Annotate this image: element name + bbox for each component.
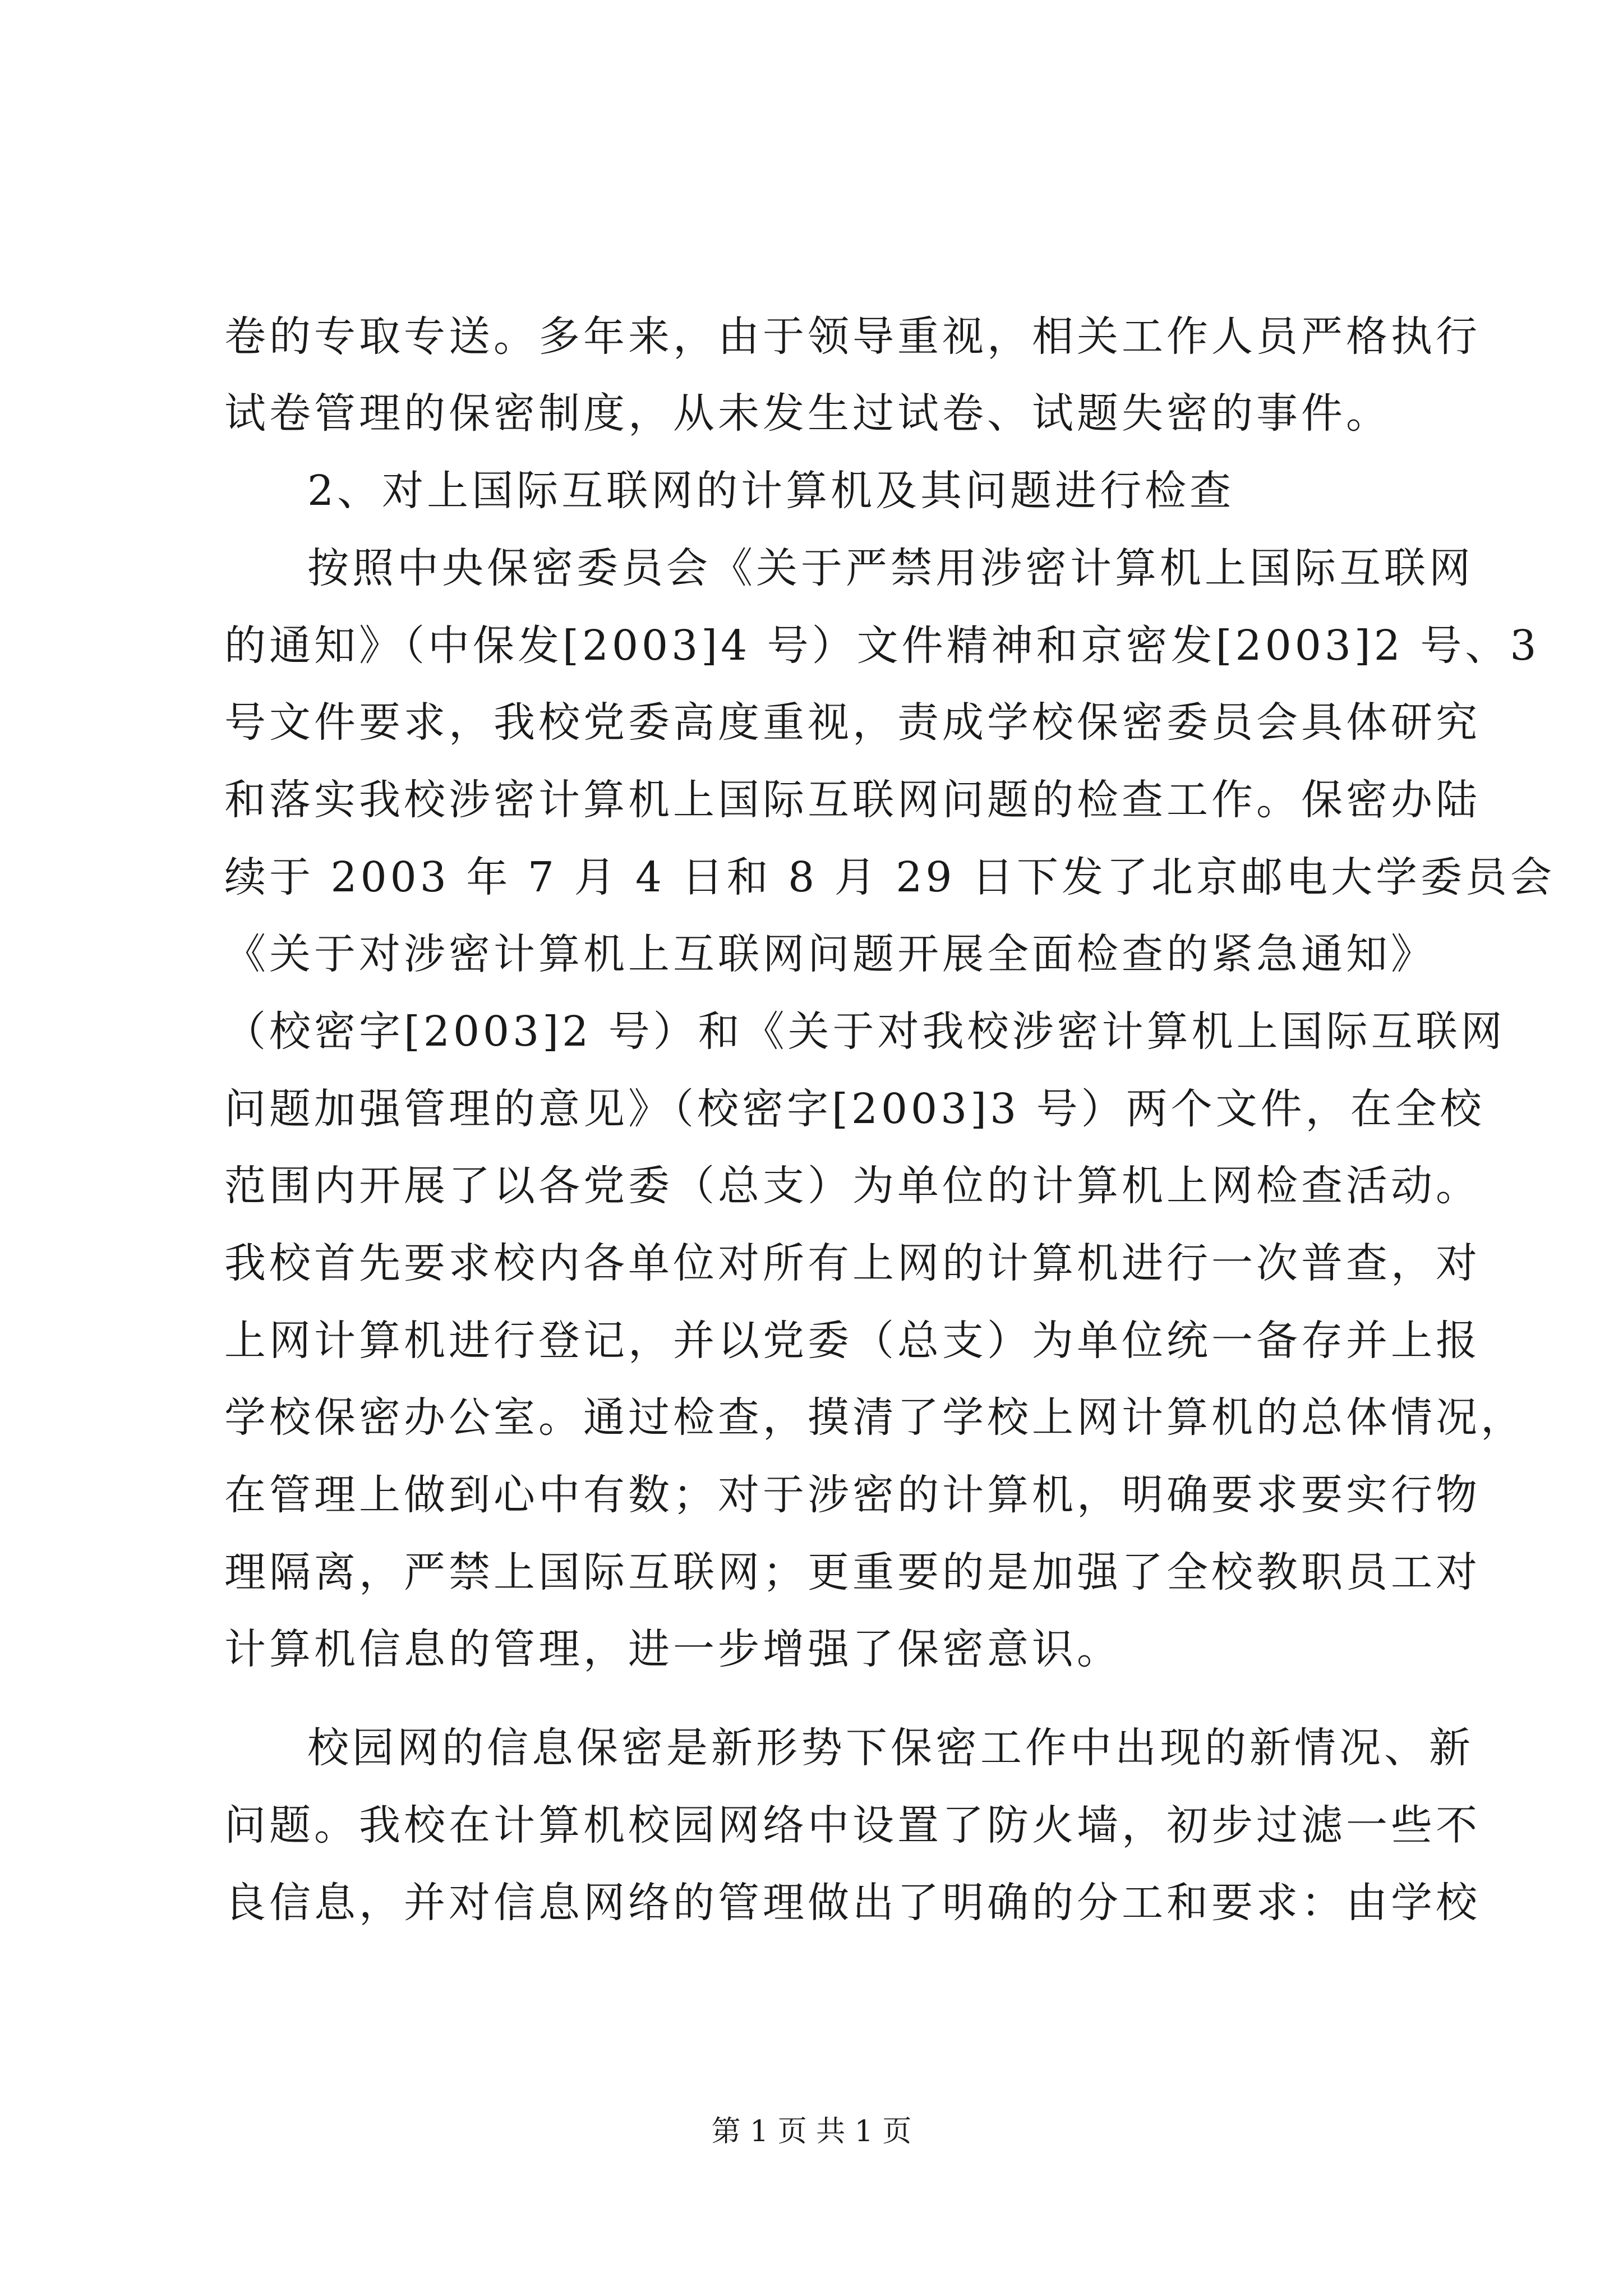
text-line-21: 良信息，并对信息网络的管理做出了明确的分工和要求：由学校 — [224, 1879, 1481, 1927]
text-line-14: 上网计算机进行登记，并以党委（总支）为单位统一备存并上报 — [224, 1317, 1481, 1365]
text-line-11: 问题加强管理的意见》（校密字[2003]3 号）两个文件，在全校 — [224, 1085, 1485, 1133]
text-line-1: 卷的专取专送。多年来，由于领导重视，相关工作人员严格执行 — [224, 312, 1481, 361]
text-line-13: 我校首先要求校内各单位对所有上网的计算机进行一次普查，对 — [224, 1239, 1481, 1287]
text-line-19: 校园网的信息保密是新形势下保密工作中出现的新情况、新 — [307, 1724, 1474, 1772]
text-line-12: 范围内开展了以各党委（总支）为单位的计算机上网检查活动。 — [224, 1162, 1481, 1210]
text-line-8: 续于 2003 年 7 月 4 日和 8 月 29 日下发了北京邮电大学委员会 — [224, 853, 1555, 901]
text-line-18: 计算机信息的管理，进一步增强了保密意识。 — [224, 1625, 1122, 1673]
text-line-15: 学校保密办公室。通过检查，摸清了学校上网计算机的总体情况， — [224, 1393, 1525, 1442]
page-footer: 第 1 页 共 1 页 — [711, 2115, 912, 2148]
text-line-20: 问题。我校在计算机校园网络中设置了防火墙，初步过滤一些不 — [224, 1801, 1481, 1849]
text-line-10: （校密字[2003]2 号）和《关于对我校涉密计算机上国际互联网 — [224, 1007, 1506, 1056]
text-line-7: 和落实我校涉密计算机上国际互联网问题的检查工作。保密办陆 — [224, 776, 1481, 824]
text-line-4: 按照中央保密委员会《关于严禁用涉密计算机上国际互联网 — [307, 544, 1474, 592]
text-line-17: 理隔离，严禁上国际互联网；更重要的是加强了全校教职员工对 — [224, 1548, 1481, 1596]
section-heading: 2、对上国际互联网的计算机及其问题进行检查 — [307, 467, 1235, 515]
text-line-6: 号文件要求，我校党委高度重视，责成学校保密委员会具体研究 — [224, 698, 1481, 747]
text-line-9: 《关于对涉密计算机上互联网问题开展全面检查的紧急通知》 — [224, 930, 1436, 978]
text-line-16: 在管理上做到心中有数；对于涉密的计算机，明确要求要实行物 — [224, 1471, 1481, 1519]
text-line-2: 试卷管理的保密制度，从未发生过试卷、试题失密的事件。 — [224, 389, 1391, 438]
text-line-5: 的通知》（中保发[2003]4 号）文件精神和京密发[2003]2 号、3 — [224, 622, 1540, 670]
